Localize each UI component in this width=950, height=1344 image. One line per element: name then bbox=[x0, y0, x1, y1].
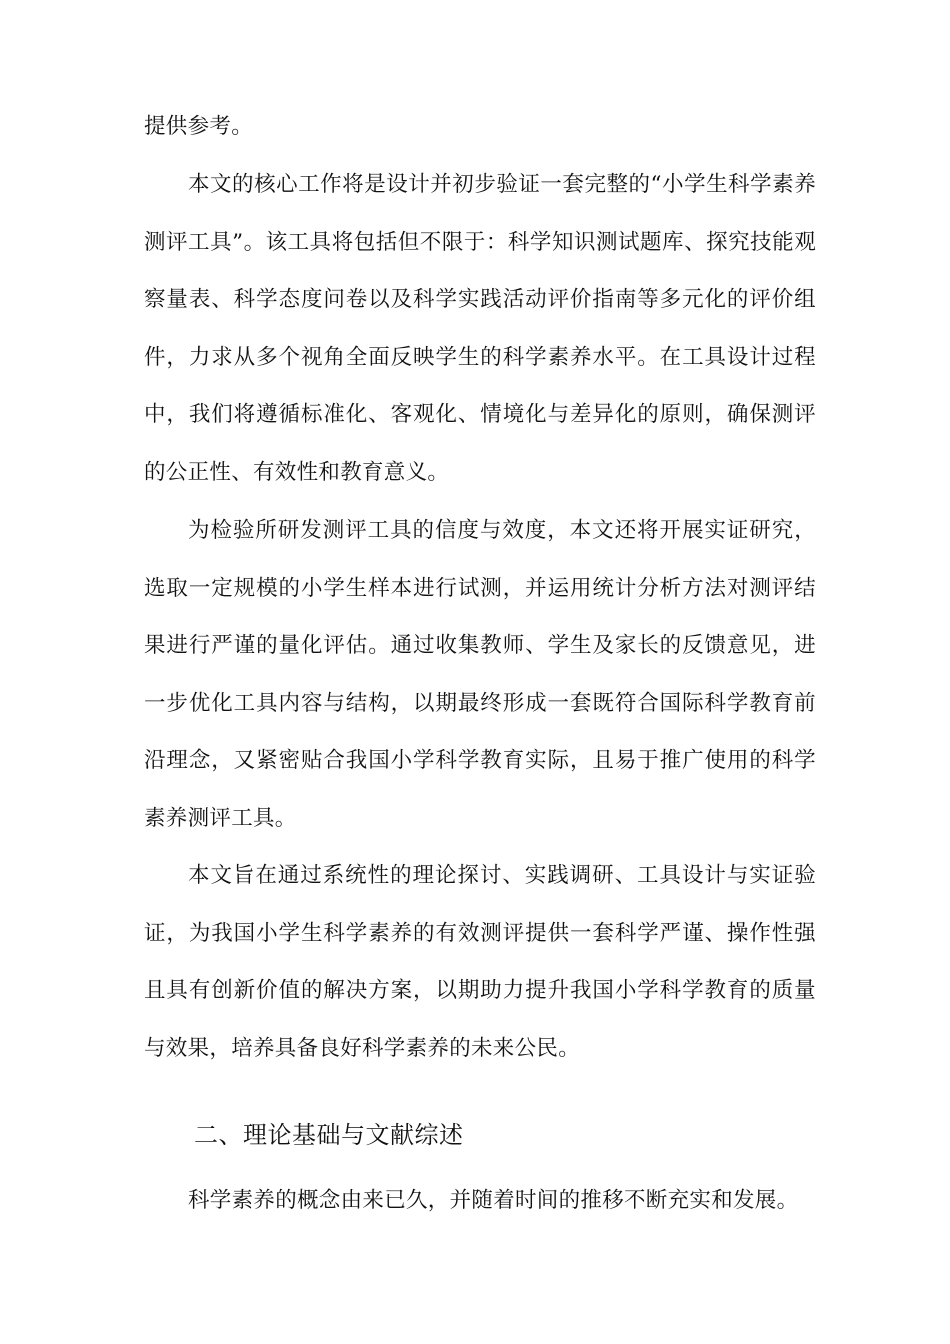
paragraph-core-work: 本文的核心工作将是设计并初步验证一套完整的“小学生科学素养测评工具”。该工具将包括但不限于：科学知识测试题库、探究技能观察量表、科学态度问卷以及科学实践活动评价指南等多元化的评价组件，力求从多个视角全面反映学生的科学素养水平。在工具设计过程中，我们将遵循标准化、客观化、情境化与差异化的原则，确保测评的公正性、有效性和教育意义。 bbox=[144, 172, 816, 485]
paragraph-continuation: 提供参考。 bbox=[144, 114, 254, 139]
paragraph-aim: 本文旨在通过系统性的理论探讨、实践调研、工具设计与实证验证，为我国小学生科学素养的有效测评提供一套科学严谨、操作性强且具有创新价值的解决方案，以期助力提升我国小学科学教育的质量与效果，培养具备良好科学素养的未来公民。 bbox=[144, 863, 816, 1061]
paragraph-empirical-study: 为检验所研发测评工具的信度与效度，本文还将开展实证研究，选取一定规模的小学生样本进行试测，并运用统计分析方法对测评结果进行严谨的量化评估。通过收集教师、学生及家长的反馈意见，进一步优化工具内容与结构，以期最终形成一套既符合国际科学教育前沿理念，又紧密贴合我国小学科学教育实际，且易于推广使用的科学素养测评工具。 bbox=[144, 518, 816, 831]
paragraph-section-intro: 科学素养的概念由来已久，并随着时间的推移不断充实和发展。 bbox=[188, 1188, 799, 1213]
section-heading: 二、理论基础与文献综述 bbox=[194, 1121, 464, 1149]
